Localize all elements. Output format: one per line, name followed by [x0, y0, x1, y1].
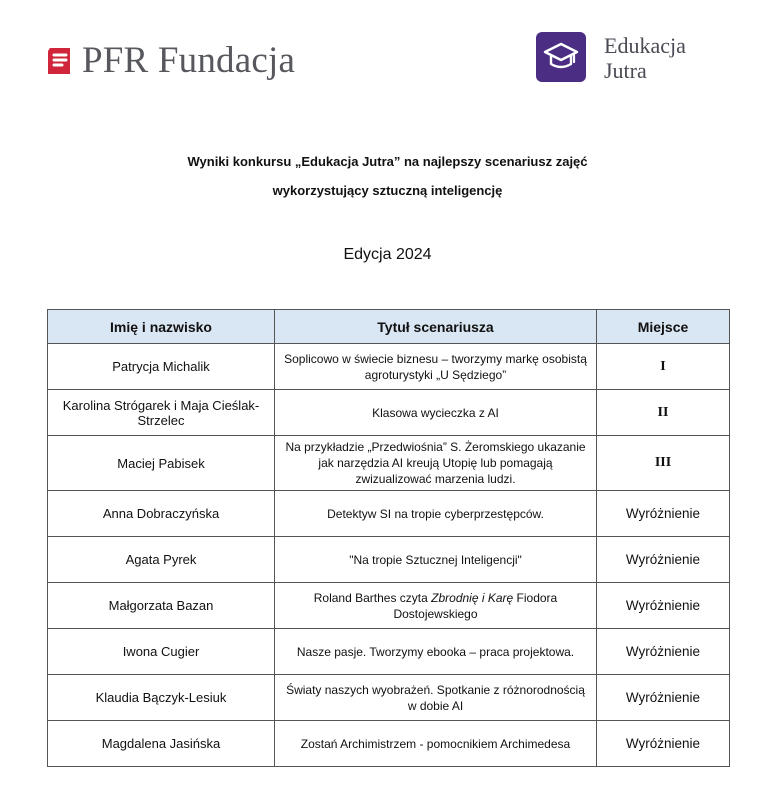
scenario-title: Detektyw SI na tropie cyberprzestępców. — [275, 491, 597, 537]
title-part: Fiodora Dostojewskiego — [393, 590, 558, 621]
document-title-line-2: wykorzystujący sztuczną inteligencję — [272, 183, 503, 198]
edukacja-jutra-logo-text — [604, 33, 686, 83]
table-row — [48, 390, 730, 436]
scenario-title: Zostań Archimistrzem - pomocnikiem Archimedesa — [275, 721, 597, 767]
participant-name: Klaudia Bączyk-Lesiuk — [48, 675, 275, 721]
pfr-fundacja-logo — [46, 42, 295, 79]
pfr-logo-icon — [46, 47, 72, 75]
place: Wyróżnienie — [597, 583, 730, 629]
title-part: Roland Barthes czyta — [313, 590, 432, 605]
results-table — [47, 309, 730, 767]
table-row — [48, 491, 730, 537]
place: Wyróżnienie — [597, 721, 730, 767]
edition-label: Edycja 2024 — [343, 246, 432, 263]
participant-name: Maciej Pabisek — [48, 436, 275, 491]
table-header-row — [48, 310, 730, 344]
pfr-logo-text: PFR Fundacja — [82, 40, 296, 81]
header-place: Miejsce — [597, 310, 730, 344]
scenario-title: Nasze pasje. Tworzymy ebooka – praca projektowa. — [275, 629, 597, 675]
table-row — [48, 675, 730, 721]
scenario-title: Światy naszych wyobrażeń. Spotkanie z różnorodnością w dobie AI — [275, 675, 597, 721]
participant-name: Patrycja Michalik — [48, 344, 275, 390]
scenario-title — [275, 583, 597, 629]
place: Wyróżnienie — [597, 629, 730, 675]
header-title: Tytuł scenariusza — [275, 310, 597, 344]
table-row — [48, 344, 730, 390]
participant-name: Agata Pyrek — [48, 537, 275, 583]
scenario-title: "Na tropie Sztucznej Inteligencji" — [275, 537, 597, 583]
table-row — [48, 629, 730, 675]
logo-line-2: Jutra — [604, 58, 647, 83]
scenario-title: Na przykładzie „Przedwiośnia” S. Żeromskiego ukazanie jak narzędzia AI kreują Utopię lub pomagają zwizualizować marzenia ludzi. — [275, 436, 597, 491]
book-title: Zbrodnię i Karę — [431, 590, 514, 605]
place: II — [597, 390, 730, 436]
place: III — [597, 436, 730, 491]
edukacja-jutra-logo — [536, 32, 686, 83]
table-row — [48, 583, 730, 629]
place: Wyróżnienie — [597, 675, 730, 721]
header-name: Imię i nazwisko — [48, 310, 275, 344]
participant-name: Magdalena Jasińska — [48, 721, 275, 767]
table-row — [48, 537, 730, 583]
scenario-title: Klasowa wycieczka z AI — [275, 390, 597, 436]
table-row — [48, 436, 730, 491]
participant-name: Karolina Strógarek i Maja Cieślak-Strzelec — [48, 390, 275, 436]
logo-line-1: Edukacja — [604, 33, 686, 58]
participant-name: Małgorzata Bazan — [48, 583, 275, 629]
place: Wyróżnienie — [597, 491, 730, 537]
place: I — [597, 344, 730, 390]
place: Wyróżnienie — [597, 537, 730, 583]
participant-name: Anna Dobraczyńska — [48, 491, 275, 537]
participant-name: Iwona Cugier — [48, 629, 275, 675]
table-row — [48, 721, 730, 767]
scenario-title: Soplicowo w świecie biznesu – tworzymy markę osobistą agroturystyki „U Sędziego” — [275, 344, 597, 390]
graduation-cap-icon — [536, 32, 586, 82]
document-title-line-1: Wyniki konkursu „Edukacja Jutra” na najlepszy scenariusz zajęć — [187, 154, 588, 169]
